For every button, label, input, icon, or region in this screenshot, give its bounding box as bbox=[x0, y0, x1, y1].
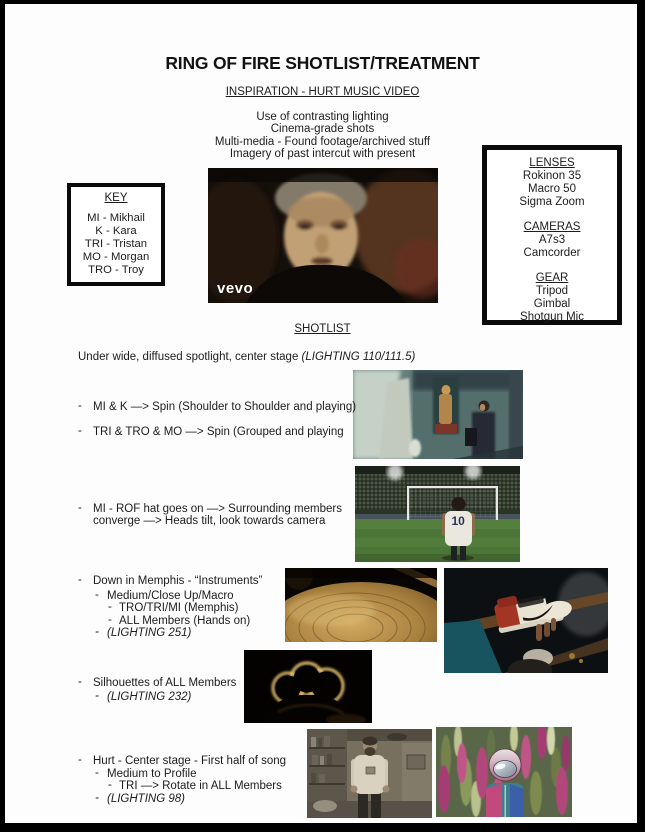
silhouette-still bbox=[244, 650, 372, 723]
jersey-number: 10 bbox=[451, 514, 465, 528]
bullet-hurt-lighting: - (LIGHTING 98) bbox=[95, 793, 185, 805]
gear-heading: GEAR bbox=[535, 272, 569, 284]
inspiration-heading: INSPIRATION - HURT MUSIC VIDEO bbox=[225, 86, 420, 98]
shotlist-intro bbox=[78, 351, 415, 363]
inspiration-point: Multi-media - Found footage/archived stuff bbox=[214, 135, 431, 148]
helmet-art bbox=[436, 727, 572, 817]
shotlist-heading: SHOTLIST bbox=[294, 323, 351, 335]
helmet-flowers-still bbox=[436, 727, 572, 817]
bullet-spin-tri-tro-mo: - TRI & TRO & MO —> Spin (Grouped and playing bbox=[78, 426, 344, 438]
bullet-hurt-shot-type: - Medium to Profile bbox=[95, 768, 196, 780]
gear-item: Shotgun Mic bbox=[520, 311, 584, 323]
key-entries bbox=[71, 212, 161, 277]
vevo-watermark: vevo bbox=[217, 280, 254, 297]
inspiration-point: Imagery of past intercut with present bbox=[229, 148, 416, 161]
key-entry: K - Kara bbox=[95, 225, 137, 237]
equipment-box bbox=[482, 145, 622, 325]
soccer-goal-still bbox=[355, 466, 520, 562]
bullet-memphis-lighting: - (LIGHTING 251) bbox=[95, 627, 191, 639]
sneaker-still bbox=[444, 568, 608, 673]
gear-item: Gimbal bbox=[533, 298, 571, 310]
archive-man-still bbox=[307, 729, 432, 818]
camera-item: A7s3 bbox=[538, 234, 566, 246]
lens-item: Rokinon 35 bbox=[522, 170, 582, 182]
bullet-rof-hat-line2: converge —> Heads tilt, look towards camera bbox=[93, 515, 326, 528]
bullet-silhouettes-title: - Silhouettes of ALL Members bbox=[78, 677, 236, 689]
key-entry: TRI - Tristan bbox=[84, 238, 148, 250]
camera-item: Camcorder bbox=[523, 247, 581, 259]
bullet-rof-hat-line1: - MI - ROF hat goes on —> Surrounding members bbox=[93, 503, 342, 515]
cameras-section bbox=[487, 221, 617, 260]
intro-text: Under wide, diffused spotlight, center stage bbox=[78, 351, 302, 363]
bullet-memphis-hands: - ALL Members (Hands on) bbox=[108, 615, 250, 627]
gear-section bbox=[487, 272, 617, 324]
lens-item: Macro 50 bbox=[528, 183, 576, 195]
bullet-spin-mi-k: - MI & K —> Spin (Shoulder to Shoulder and playing) bbox=[78, 401, 356, 413]
bullet-memphis-title: - Down in Memphis - “Instruments” bbox=[78, 575, 262, 587]
sneaker-art bbox=[444, 568, 608, 673]
silhouette-art bbox=[244, 650, 372, 723]
key-entry: MO - Morgan bbox=[82, 251, 150, 263]
key-entry: MI - Mikhail bbox=[87, 212, 145, 224]
inspiration-video-still bbox=[208, 168, 438, 303]
lens-item: Sigma Zoom bbox=[519, 196, 585, 208]
key-entry: TRO - Troy bbox=[88, 264, 144, 276]
bullet-hurt-rotate: - TRI —> Rotate in ALL Members bbox=[108, 780, 282, 792]
bullet-silhouettes-lighting: - (LIGHTING 232) bbox=[95, 691, 191, 703]
gear-item: Tripod bbox=[535, 285, 569, 297]
bullet-memphis-members: - TRO/TRI/MI (Memphis) bbox=[108, 602, 238, 614]
statue-art bbox=[353, 370, 523, 459]
bullet-memphis-shot-type: - Medium/Close Up/Macro bbox=[95, 590, 234, 602]
archive-man-art bbox=[307, 729, 432, 818]
key-heading: KEY bbox=[104, 192, 128, 204]
page-title: RING OF FIRE SHOTLIST/TREATMENT bbox=[165, 53, 480, 73]
key-box bbox=[67, 183, 165, 286]
lenses-section bbox=[487, 157, 617, 209]
cymbal-still bbox=[285, 568, 437, 642]
inspiration-point: Cinema-grade shots bbox=[270, 123, 375, 136]
lenses-heading: LENSES bbox=[529, 157, 575, 169]
cymbal-art bbox=[285, 568, 437, 642]
bullet-rof-hat bbox=[78, 503, 373, 528]
church-statue-still bbox=[353, 370, 523, 459]
bullet-hurt-title: - Hurt - Center stage - First half of song bbox=[78, 755, 286, 767]
intro-lighting-note: (LIGHTING 110/111.5) bbox=[301, 351, 416, 363]
inspiration-point: Use of contrasting lighting bbox=[256, 111, 389, 123]
soccer-art bbox=[355, 466, 520, 562]
cameras-heading: CAMERAS bbox=[523, 221, 581, 233]
